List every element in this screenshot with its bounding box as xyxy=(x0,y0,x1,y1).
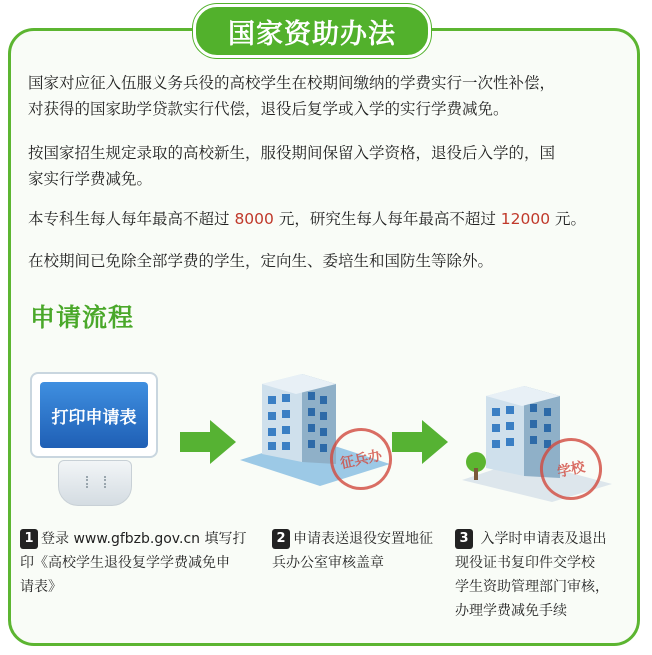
step-2 xyxy=(272,527,452,575)
stamp-school: 学校 xyxy=(534,432,608,506)
process-title: 申请流程 xyxy=(30,303,135,332)
paragraph-line: 对获得的国家助学贷款实行代偿，退役后复学或入学的实行学费减免。 xyxy=(28,100,509,118)
step-1 xyxy=(20,527,260,599)
step-number: 3 xyxy=(455,529,473,549)
step-text: 请表》 xyxy=(20,579,62,595)
paragraph-line: 在校期间已免除全部学费的学生，定向生、委培生和国防生等除外。 xyxy=(28,252,494,270)
amount-text: 本专科生每人每年最高不超过 xyxy=(28,210,235,228)
amount-undergrad: 8000 xyxy=(234,210,274,228)
step-text: 兵办公室审核盖章 xyxy=(272,555,384,571)
paragraph-line: 按国家招生规定录取的高校新生，服役期间保留入学资格，退役后入学的，国 xyxy=(28,144,556,162)
step-text: 入学时申请表及退出 xyxy=(476,531,607,547)
monitor-display xyxy=(40,382,148,448)
arrow-right-icon xyxy=(392,420,448,464)
stamp-recruitment-office: 征兵办 xyxy=(324,422,398,496)
paragraph-enrollment xyxy=(28,140,628,192)
paragraph-line: 国家对应征入伍服义务兵役的高校学生在校期间缴纳的学费实行一次性补偿， xyxy=(28,74,556,92)
monitor-screen xyxy=(30,372,158,458)
step-text: 学生资助管理部门审核， xyxy=(455,579,609,595)
paragraph-compensation xyxy=(28,70,628,122)
step-text: 办理学费减免手续 xyxy=(455,603,567,619)
arrow-right-icon xyxy=(180,420,236,464)
step-3 xyxy=(455,527,635,623)
amount-text: 元。 xyxy=(550,210,586,228)
speaker-icon xyxy=(86,476,106,488)
monitor-icon xyxy=(30,372,160,512)
step-text: 印《高校学生退役复学学费减免申 xyxy=(20,555,230,571)
page-title: 国家资助办法 xyxy=(193,4,431,58)
paragraph-amount xyxy=(28,206,628,232)
step-number: 2 xyxy=(272,529,290,549)
amount-graduate: 12000 xyxy=(500,210,551,228)
amount-text: 元，研究生每人每年最高不超过 xyxy=(273,210,501,228)
step-text: 现役证书复印件交学校 xyxy=(455,555,595,571)
paragraph-exclusion xyxy=(28,248,628,274)
paragraph-line: 家实行学费减免。 xyxy=(28,170,153,188)
step-text: 申请表送退役安置地征 xyxy=(293,531,433,547)
step-number: 1 xyxy=(20,529,38,549)
monitor-label: 打印申请表 xyxy=(51,407,137,428)
step-text: 登录 www.gfbzb.gov.cn 填写打 xyxy=(41,531,247,547)
